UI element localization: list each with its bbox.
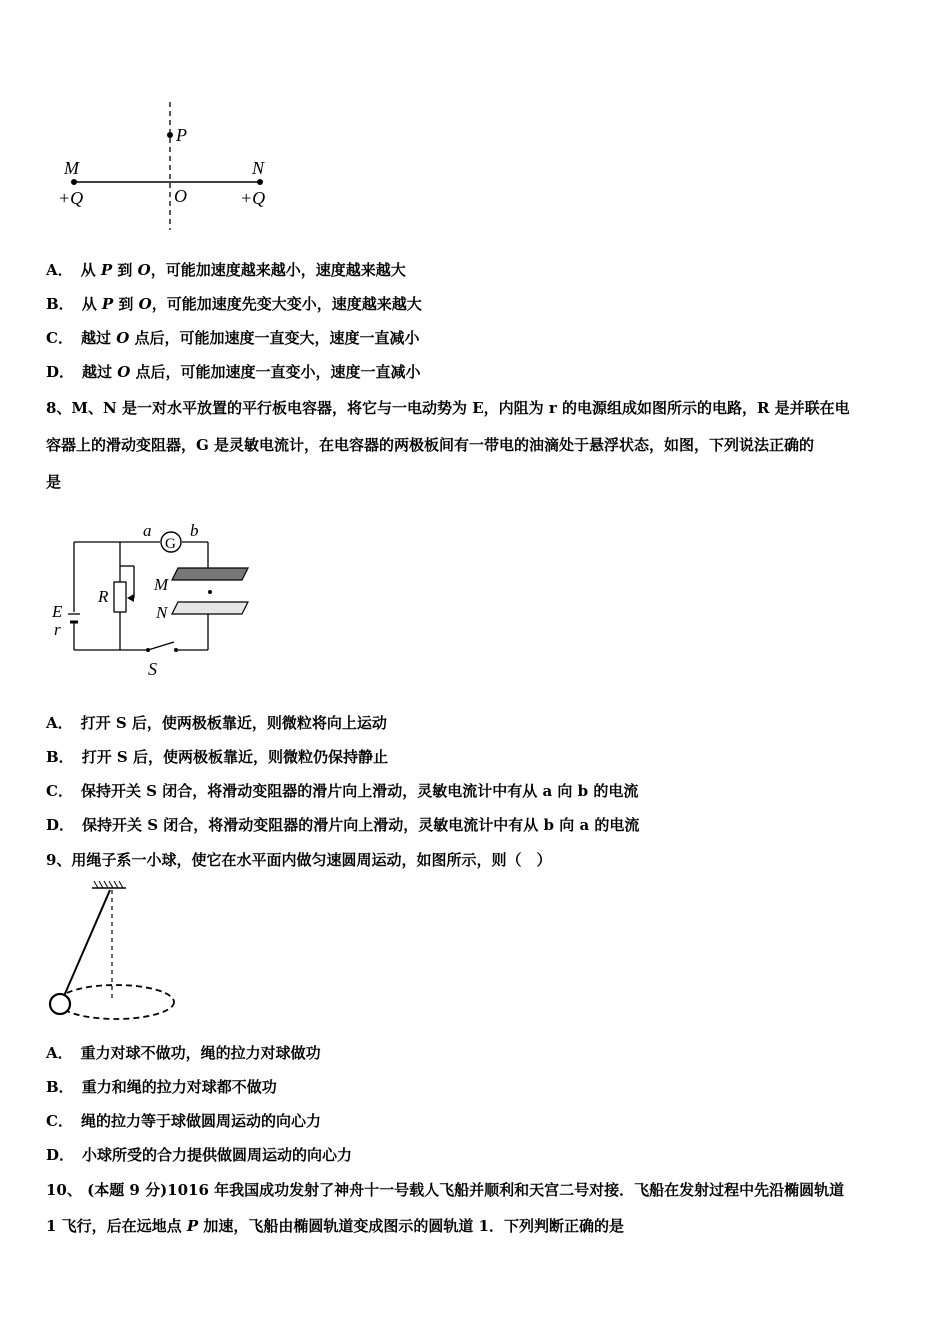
q7-charge-diagram <box>50 98 290 233</box>
option-text-pre: 越过 <box>82 363 118 381</box>
q7-label-m: M <box>64 158 79 178</box>
option-key: C． <box>46 782 73 800</box>
q9-option-c[interactable] <box>46 1111 321 1131</box>
q7-point-p <box>167 132 173 138</box>
switch-blade <box>148 642 174 650</box>
option-text: 保持开关 S 闭合，将滑动变阻器的滑片向上滑动，灵敏电流计中有从 b 向 a 的电流 <box>82 816 640 834</box>
q10-stem-line-1: 10、 (本题 9 分)1016 年我国成功发射了神舟十一号载人飞船并顺利和天宫二号对接．飞船在发射过程中先沿椭圆轨道 <box>46 1181 845 1199</box>
option-text-mid: 到 <box>112 261 138 279</box>
option-text-post: ，可能加速度越来越小，速度越来越大 <box>150 261 406 279</box>
q9-conical-pendulum-diagram <box>44 878 184 1028</box>
option-key: D． <box>46 1146 75 1164</box>
ball <box>50 994 70 1014</box>
option-text: 打开 S 后，使两极板靠近，则微粒将向上运动 <box>80 714 387 732</box>
option-text: 绳的拉力等于球做圆周运动的向心力 <box>80 1112 321 1130</box>
option-text: 小球所受的合力提供做圆周运动的向心力 <box>82 1146 353 1164</box>
q7-option-c[interactable] <box>46 328 420 348</box>
option-text-pre: 从 <box>80 261 101 279</box>
label-n: N <box>156 603 168 622</box>
option-text-post: ，可能加速度先变大变小，速度越来越大 <box>151 295 422 313</box>
q7-charge-right: +Q <box>240 188 266 208</box>
option-key: C． <box>46 1112 73 1130</box>
point-p: P <box>100 261 113 279</box>
q8-option-c[interactable] <box>46 781 638 801</box>
slider-arrow-icon <box>127 594 134 602</box>
label-m: M <box>154 575 169 594</box>
rope <box>64 890 110 996</box>
option-key: A． <box>46 1044 73 1062</box>
option-key: C． <box>46 329 73 347</box>
option-key: B． <box>46 748 74 766</box>
q10-stem-line-2 <box>46 1216 624 1236</box>
q9-option-a[interactable] <box>46 1043 321 1063</box>
point-o: O <box>137 261 151 279</box>
ceiling-hatch <box>94 881 123 888</box>
q8-stem-line-3: 是 <box>46 473 62 491</box>
q9-stem: 9、用绳子系一小球，使它在水平面内做匀速圆周运动，如图所示，则（ ） <box>46 851 552 869</box>
q8-option-d[interactable] <box>46 815 639 835</box>
capacitor-plate-n <box>172 602 248 614</box>
circular-path <box>58 985 174 1019</box>
q9-option-d[interactable] <box>46 1145 352 1165</box>
option-key: A． <box>46 714 73 732</box>
label-s: S <box>148 659 157 679</box>
point-o: O <box>116 329 130 347</box>
oil-drop <box>208 590 212 594</box>
q7-charge-left: +Q <box>58 188 84 208</box>
option-key: B． <box>46 295 74 313</box>
q8-stem-line-2: 容器上的滑动变阻器，G 是灵敏电流计，在电容器的两极板间有一带电的油滴处于悬浮状态，如图，下列说法正确的 <box>46 436 815 454</box>
q7-point-m <box>71 179 77 185</box>
option-text: 重力和绳的拉力对球都不做功 <box>81 1078 277 1096</box>
option-key: D． <box>46 363 75 381</box>
option-text-mid: 到 <box>113 295 139 313</box>
option-text-pre: 越过 <box>80 329 117 347</box>
q8-option-b[interactable] <box>46 747 388 767</box>
option-text-post: 点后，可能加速度一直变大，速度一直减小 <box>129 329 420 347</box>
point-o: O <box>117 363 131 381</box>
label-a: a <box>143 521 152 540</box>
q8-stem-line-1: 8、M、N 是一对水平放置的平行板电容器，将它与一电动势为 E，内阻为 r 的电源组成如图所示的电路，R 是并联在电 <box>46 399 850 417</box>
q10-stem-pre: 1 飞行，后在远地点 <box>46 1217 187 1235</box>
q7-option-a[interactable] <box>46 260 406 280</box>
q8-circuit-diagram <box>48 522 258 682</box>
point-p: P <box>186 1217 199 1235</box>
label-r-internal: r <box>54 620 61 639</box>
option-key: A． <box>46 261 73 279</box>
q7-option-d[interactable] <box>46 362 421 382</box>
q9-option-b[interactable] <box>46 1077 277 1097</box>
q10-stem-post: 加速，飞船由椭圆轨道变成图示的圆轨道 1．下列判断正确的是 <box>198 1217 625 1235</box>
q7-point-n <box>257 179 263 185</box>
q7-label-o: O <box>174 186 187 206</box>
point-p: P <box>101 295 114 313</box>
rheostat-body <box>114 582 126 612</box>
capacitor-plate-m <box>172 568 248 580</box>
switch-contact-right <box>174 648 178 652</box>
q8-option-a[interactable] <box>46 713 387 733</box>
option-key: B． <box>46 1078 74 1096</box>
option-key: D． <box>46 816 75 834</box>
q7-label-p: P <box>176 125 187 145</box>
label-g: G <box>165 536 176 552</box>
q7-label-n: N <box>252 158 265 178</box>
label-r-rheostat: R <box>98 587 109 606</box>
q7-option-b[interactable] <box>46 294 422 314</box>
option-text: 重力对球不做功，绳的拉力对球做功 <box>80 1044 321 1062</box>
label-e: E <box>52 602 63 621</box>
label-b: b <box>190 521 199 540</box>
option-text: 打开 S 后，使两极板靠近，则微粒仍保持静止 <box>81 748 388 766</box>
point-o: O <box>138 295 152 313</box>
option-text-pre: 从 <box>81 295 102 313</box>
option-text-post: 点后，可能加速度一直变小，速度一直减小 <box>130 363 421 381</box>
option-text: 保持开关 S 闭合，将滑动变阻器的滑片向上滑动，灵敏电流计中有从 a 向 b 的电流 <box>80 782 639 800</box>
